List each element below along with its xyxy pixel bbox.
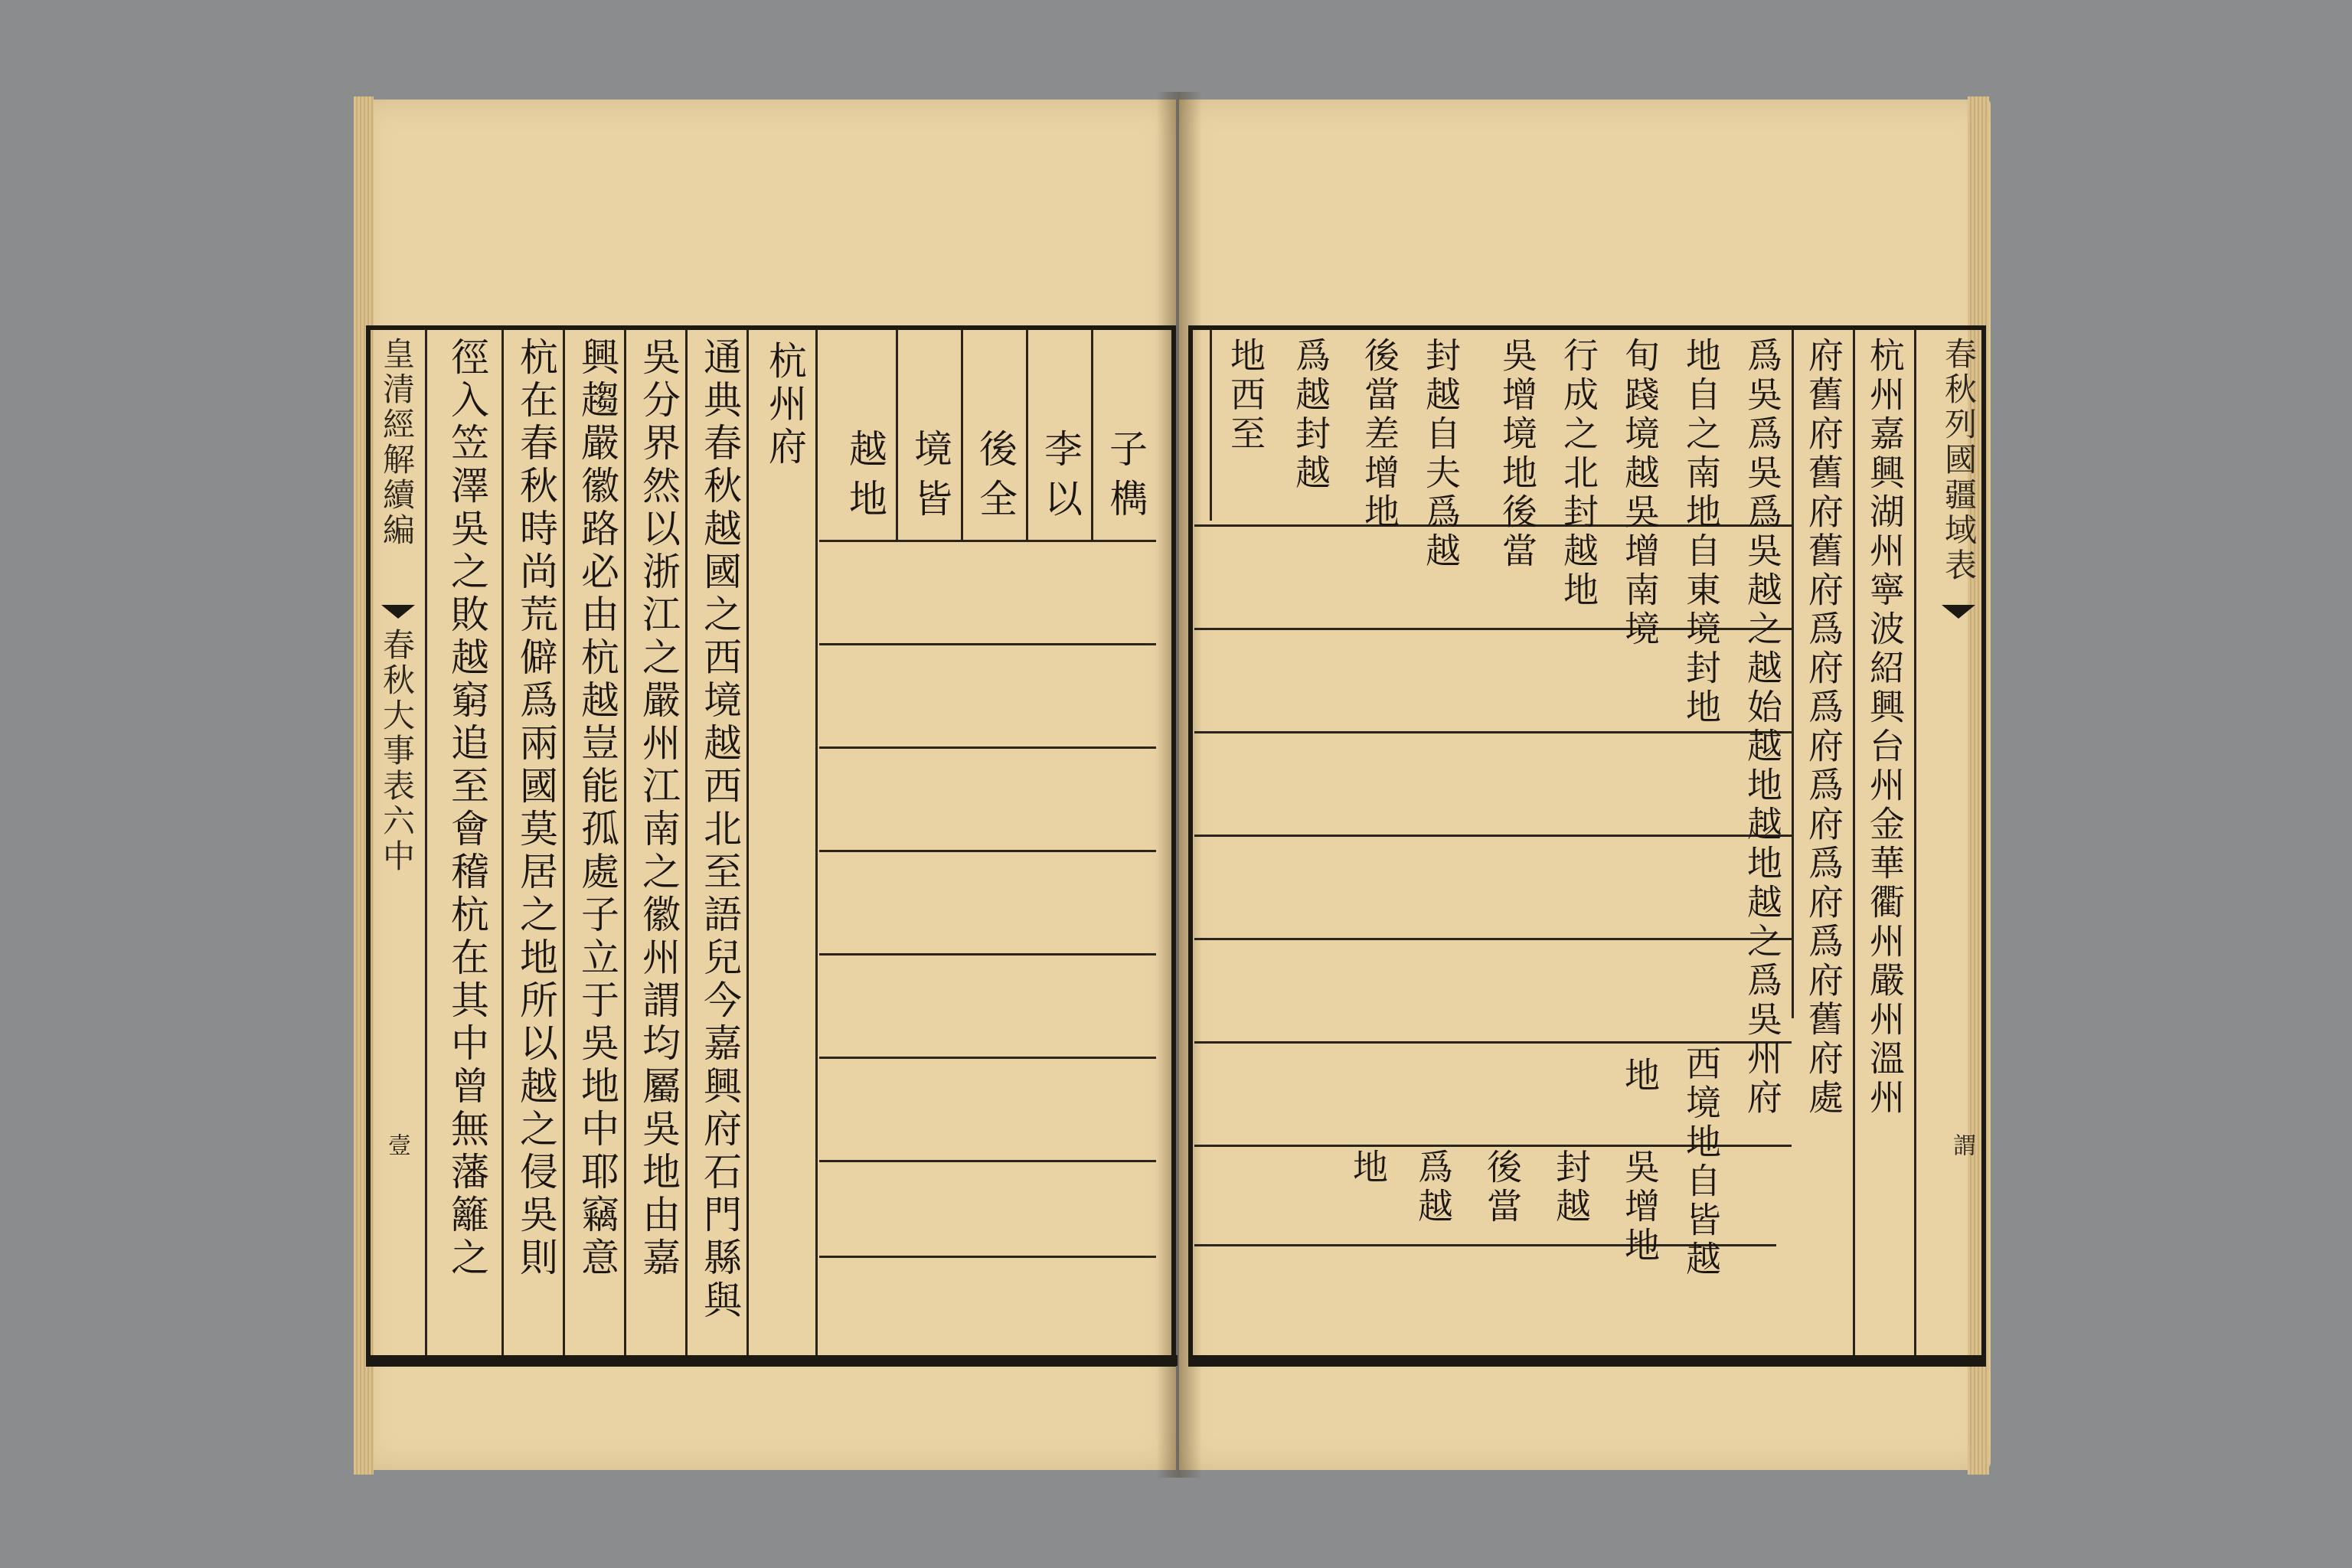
left-column-rule bbox=[685, 329, 688, 1355]
left-column-rule bbox=[746, 329, 749, 1355]
lower-column: 後當 bbox=[1481, 1148, 1523, 1227]
note-column: 通典春秋越國之西境越西北至語兒今嘉興府石門縣與 bbox=[697, 337, 742, 1323]
note-column: 興趨嚴徽路必由杭越豈能孤處子立于吳地中耶竊意 bbox=[575, 337, 619, 1280]
header-column: 爲吳爲吳爲吳越之越始越地越地越之爲吳州府 bbox=[1742, 337, 1783, 1118]
body-column: 旬踐境越吳增南境 bbox=[1619, 337, 1661, 649]
left-bottom-rule bbox=[366, 1355, 1178, 1366]
table-cell: 檇 bbox=[1103, 479, 1148, 521]
fishtail-mark-left bbox=[381, 605, 415, 619]
left-folio: 壹 bbox=[384, 1133, 410, 1156]
table-cell-rule bbox=[896, 329, 898, 540]
header-column: 杭州嘉興湖州寧波紹興台州金華衢州嚴州溫州 bbox=[1864, 337, 1906, 1118]
table-cell-rule bbox=[1026, 329, 1028, 540]
body-column: 爲越封越 bbox=[1290, 337, 1331, 493]
lower-column: 地 bbox=[1348, 1148, 1389, 1187]
table-cell: 以 bbox=[1038, 479, 1083, 521]
fishtail-mark-right bbox=[1942, 605, 1975, 619]
right-margin-title: 春秋列國疆域表 bbox=[1940, 337, 1978, 583]
table-row-rule bbox=[819, 643, 1156, 645]
note-column: 杭在春秋時尚荒僻爲兩國莫居之地所以越之侵吳則 bbox=[514, 337, 558, 1280]
body-column: 地自之南地自東境封地 bbox=[1681, 337, 1722, 727]
right-row-rule bbox=[1194, 938, 1792, 940]
table-cell: 越 bbox=[843, 429, 887, 472]
lower-column: 封越 bbox=[1550, 1148, 1592, 1227]
lower-column: 爲越 bbox=[1413, 1148, 1454, 1227]
table-cell: 李 bbox=[1038, 429, 1083, 472]
table-row-rule bbox=[819, 540, 1156, 542]
left-column-rule bbox=[425, 329, 427, 1355]
table-row-rule bbox=[819, 850, 1156, 852]
note-column: 徑入笠澤吳之敗越窮追至會稽杭在其中曾無藩籬之 bbox=[445, 337, 489, 1280]
body-column: 行成之北封越地 bbox=[1558, 337, 1599, 610]
table-cell: 全 bbox=[973, 479, 1018, 521]
left-column-rule bbox=[563, 329, 565, 1355]
table-row-rule bbox=[819, 1160, 1156, 1162]
body-column: 吳增境地後當 bbox=[1497, 337, 1538, 571]
lower-column: 吳增地 bbox=[1619, 1148, 1661, 1266]
lower-column: 地 bbox=[1619, 1057, 1661, 1096]
left-margin-title: 皇清經解續編 bbox=[378, 337, 416, 548]
table-cell-rule bbox=[961, 329, 963, 540]
right-column-rule bbox=[1914, 329, 1916, 1355]
table-row-rule bbox=[819, 1057, 1156, 1059]
table-cell: 子 bbox=[1103, 429, 1148, 472]
table-header-hangzhou: 杭州府 bbox=[763, 341, 807, 469]
right-row-rule bbox=[1194, 1041, 1792, 1044]
table-row-rule bbox=[819, 953, 1156, 956]
left-column-rule bbox=[815, 329, 818, 1355]
table-row-rule bbox=[819, 746, 1156, 749]
table-cell-rule bbox=[1091, 329, 1093, 540]
right-folio: 謂 bbox=[1949, 1133, 1975, 1156]
left-column-rule bbox=[501, 329, 504, 1355]
table-cell: 皆 bbox=[908, 479, 952, 521]
right-column-rule bbox=[1853, 329, 1855, 1355]
left-margin-section: 春秋大事表六中 bbox=[378, 628, 416, 874]
header-column: 府舊府舊府舊府爲府爲府爲府爲府爲府舊府處 bbox=[1803, 337, 1844, 1118]
body-column: 後當差增地 bbox=[1359, 337, 1400, 532]
body-column: 封越自夫爲越 bbox=[1420, 337, 1462, 571]
right-bottom-rule bbox=[1188, 1355, 1986, 1366]
table-cell: 後 bbox=[973, 429, 1018, 472]
right-row-rule bbox=[1194, 731, 1792, 733]
table-row-rule bbox=[819, 1256, 1156, 1258]
table-cell: 境 bbox=[908, 429, 952, 472]
lower-column: 西境地自皆越 bbox=[1681, 1045, 1722, 1279]
left-column-rule bbox=[624, 329, 626, 1355]
note-column: 吳分界然以浙江之嚴州江南之徽州謂均屬吳地由嘉 bbox=[636, 337, 681, 1280]
right-row-rule bbox=[1194, 835, 1792, 837]
table-cell: 地 bbox=[843, 479, 887, 521]
right-column-rule bbox=[1792, 329, 1794, 1018]
body-column: 地西至 bbox=[1225, 337, 1266, 454]
right-column-rule bbox=[1210, 329, 1212, 521]
